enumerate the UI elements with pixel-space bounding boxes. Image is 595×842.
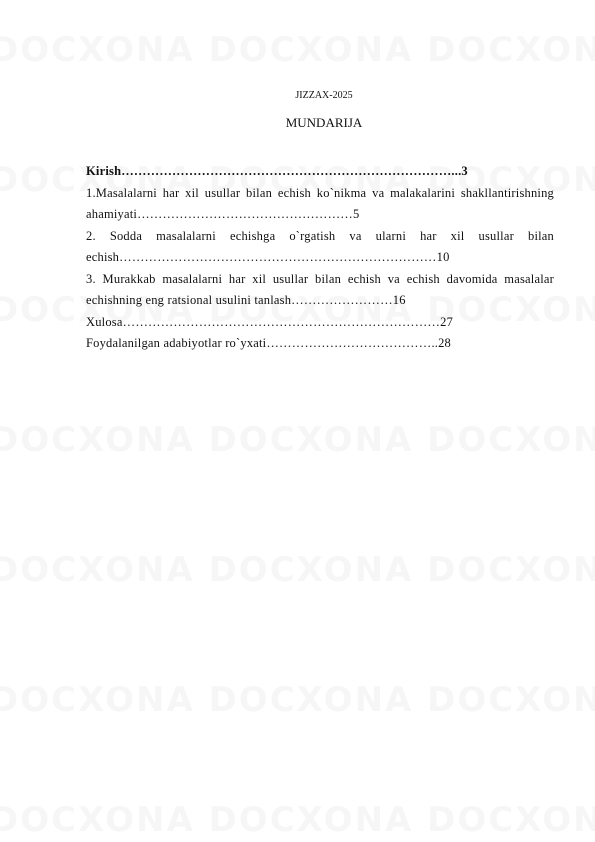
toc-entry-xulosa[interactable]: Xulosa…………………………………………………………………27 (86, 314, 454, 329)
page-title: MUNDARIJA (285, 115, 363, 130)
city-year-line: JIZZAX-2025 (295, 90, 353, 101)
toc-entry-1[interactable]: 1.Masalalarni har xil usullar bilan echish ko`nikma va malakalarini shakllantirishning ahamiyati……………………………………………5 (86, 185, 554, 221)
toc-entry-adabiyotlar[interactable]: Foydalanilgan adabiyotlar ro`yxati…………………………………..28 (86, 336, 452, 350)
table-of-contents (86, 161, 554, 355)
toc-entry-2[interactable]: 2. Sodda masalalarni echishga o`rgatish va ularni har xil usullar bilan echish…………………………………………………………………10 (86, 228, 554, 264)
toc-entry-3[interactable]: 3. Murakkab masalalarni har xil usullar bilan echish va echish davomida masalalar echishning eng ratsional usulini tanlash……………………16 (86, 271, 554, 307)
document-page (86, 90, 554, 355)
toc-entry-kirish[interactable]: Kirish……………………………………………………………………...3 (86, 164, 468, 178)
